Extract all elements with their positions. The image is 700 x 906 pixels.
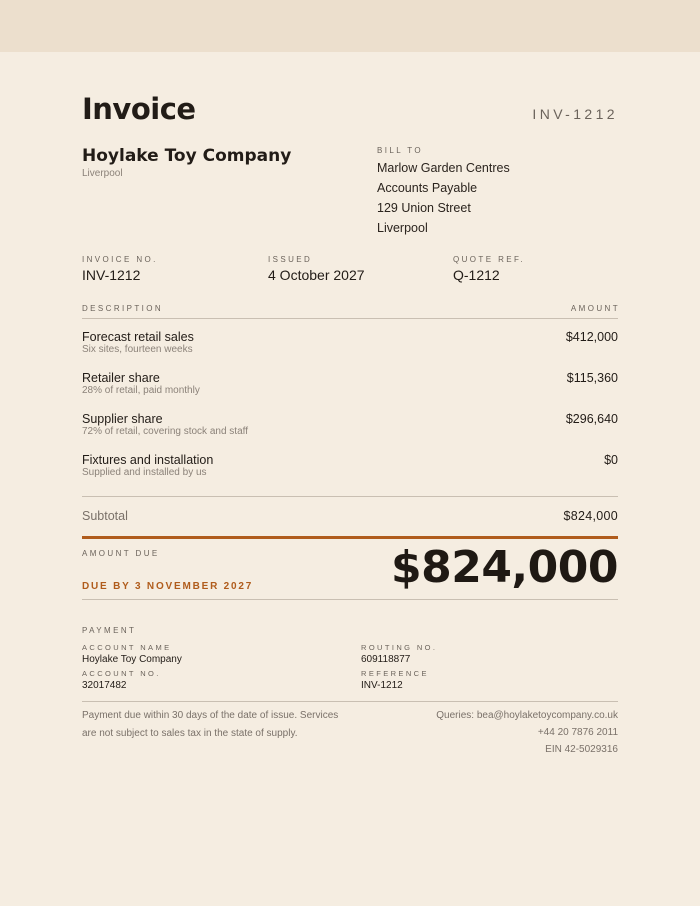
subtotal-value: $824,000 xyxy=(563,509,618,523)
reference-label: REFERENCE xyxy=(361,669,429,678)
payment-terms-note: Payment due within 30 days of the date of issue. Services are not subject to sales tax in the state of supply. xyxy=(82,710,339,739)
account-no-value: 32017482 xyxy=(82,680,127,691)
account-name-value: Hoylake Toy Company xyxy=(82,654,182,665)
line-item-description: Six sites, fourteen weeks xyxy=(82,344,193,355)
line-item-amount: $0 xyxy=(604,453,618,467)
invoice-number-header: INV-1212 xyxy=(532,106,618,122)
subtotal-label: Subtotal xyxy=(82,509,128,523)
payment-section-title: PAYMENT xyxy=(82,626,137,635)
reference-value: INV-1212 xyxy=(361,680,403,691)
amount-due-divider xyxy=(82,599,618,600)
issued-value: 4 October 2027 xyxy=(268,267,365,283)
bill-to-label: BILL TO xyxy=(377,146,424,155)
account-name-label: ACCOUNT NAME xyxy=(82,643,172,652)
footer-divider xyxy=(82,701,618,702)
seller-name: Hoylake Toy Company xyxy=(82,146,292,166)
top-band xyxy=(0,0,700,52)
table-header-divider xyxy=(82,318,618,319)
issued-label: ISSUED xyxy=(268,255,313,264)
line-item-title: Fixtures and installation xyxy=(82,453,214,467)
document-title: Invoice xyxy=(82,92,196,126)
line-item-amount: $296,640 xyxy=(565,412,618,426)
ein-number: EIN 42-5029316 xyxy=(545,744,618,755)
amount-due-value: $824,000 xyxy=(390,542,618,593)
quote-ref-label: QUOTE REF. xyxy=(453,255,526,264)
line-item-title: Supplier share xyxy=(82,412,163,426)
account-no-label: ACCOUNT NO. xyxy=(82,669,161,678)
queries-email: Queries: bea@hoylaketoycompany.co.uk xyxy=(436,710,618,721)
contact-phone: +44 20 7876 2011 xyxy=(537,727,618,738)
amount-due-accent-rule xyxy=(82,536,618,539)
seller-city: Liverpool xyxy=(82,168,123,179)
line-item-description: Supplied and installed by us xyxy=(82,467,207,478)
bill-to-line: Liverpool xyxy=(377,221,428,235)
description-column-header: DESCRIPTION xyxy=(82,304,164,313)
items-divider xyxy=(82,496,618,497)
amount-due-label: AMOUNT DUE xyxy=(82,549,160,558)
routing-no-value: 609118877 xyxy=(361,654,411,665)
invoice-no-value: INV-1212 xyxy=(82,267,141,283)
invoice-no-label: INVOICE NO. xyxy=(82,255,158,264)
bill-to-address xyxy=(377,158,510,238)
line-item-title: Forecast retail sales xyxy=(82,330,194,344)
line-item-description: 72% of retail, covering stock and staff xyxy=(82,426,249,437)
bill-to-line: 129 Union Street xyxy=(377,201,471,215)
line-item-description: 28% of retail, paid monthly xyxy=(82,385,200,396)
contact-block xyxy=(436,707,618,758)
amount-column-header: AMOUNT xyxy=(570,304,620,313)
bill-to-line: Marlow Garden Centres xyxy=(377,161,510,175)
routing-no-label: ROUTING NO. xyxy=(361,643,438,652)
bill-to-line: Accounts Payable xyxy=(377,181,478,195)
line-item-amount: $412,000 xyxy=(565,330,618,344)
due-date: DUE BY 3 NOVEMBER 2027 xyxy=(82,581,254,592)
line-item-title: Retailer share xyxy=(82,371,160,385)
quote-ref-value: Q-1212 xyxy=(453,267,500,283)
line-item-amount: $115,360 xyxy=(566,371,618,385)
